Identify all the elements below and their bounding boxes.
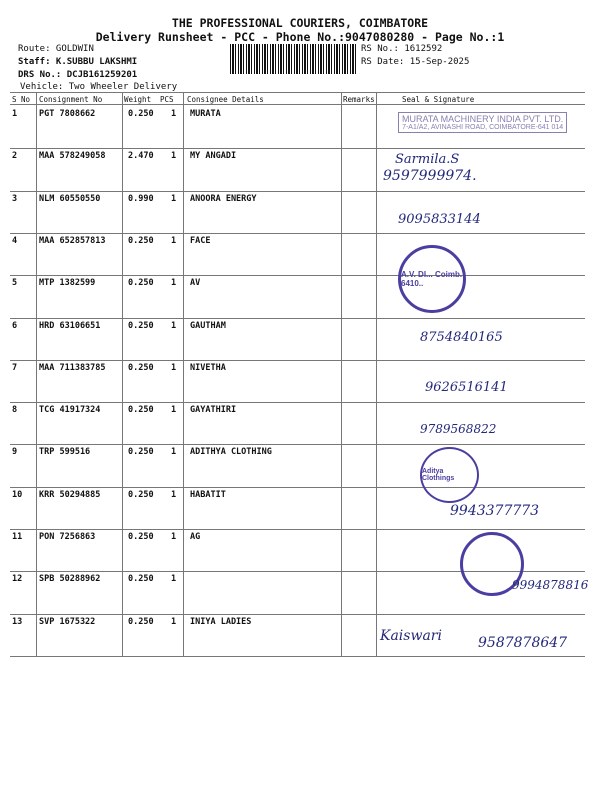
cell-name: HABATIT [190, 489, 226, 500]
row-divider [10, 529, 585, 530]
cell-cn: PGT 7808662 [39, 109, 96, 119]
cell-cn: MAA 711383785 [39, 362, 106, 373]
cell-pcs: 1 [171, 616, 177, 627]
cell-cn: MAA 578249058 [39, 151, 106, 162]
row-divider [10, 487, 585, 488]
stamp-line2: 7-A1/A2, AVINASHI ROAD, COIMBATORE-641 014 [402, 124, 564, 131]
col-seal: Seal & Signature [402, 95, 475, 104]
cell-wt: 0.250 [128, 447, 154, 458]
cell-pcs: 1 [171, 320, 177, 331]
route: Route: GOLDWIN [18, 44, 94, 54]
cell-cn: SVP 1675322 [39, 616, 96, 627]
cell-cn: KRR 50294885 [39, 489, 101, 500]
phone-handwritten: 9789568822 [420, 422, 497, 436]
cell-wt: 0.250 [128, 405, 154, 416]
cell-wt: 0.250 [128, 278, 154, 289]
column-divider [36, 92, 37, 656]
column-divider [341, 92, 342, 656]
cell-name: AV [190, 278, 201, 289]
cell-sno: 7 [12, 362, 18, 373]
cell-cn: NLM 60550550 [39, 193, 101, 204]
cell-pcs: 1 [171, 532, 177, 542]
cell-cn: TRP 599516 [39, 447, 91, 458]
cell-cn: MAA 652857813 [39, 235, 106, 246]
cell-pcs: 1 [171, 574, 177, 585]
cell-sno: 11 [12, 532, 23, 542]
cell-sno: 3 [12, 193, 18, 204]
header-bottom-line [10, 104, 585, 105]
cell-sno: 6 [12, 320, 18, 331]
cell-cn: PON 7256863 [39, 532, 96, 542]
cell-name: GAYATHIRI [190, 405, 237, 416]
row-divider [10, 275, 585, 276]
phone-handwritten: 9095833144 [398, 212, 481, 227]
cell-sno: 2 [12, 151, 18, 162]
cell-pcs: 1 [171, 151, 177, 162]
row-divider [10, 656, 585, 657]
seal-stamp: Aditya Clothings [420, 447, 479, 503]
vehicle: Vehicle: Two Wheeler Delivery [20, 82, 178, 92]
cell-name: INIYA LADIES [190, 616, 252, 627]
col-consignee: Consignee Details [187, 95, 264, 104]
cell-wt: 0.250 [128, 320, 154, 331]
column-divider [122, 92, 123, 656]
cell-cn: SPB 50288962 [39, 574, 101, 585]
cell-name: AG [190, 532, 201, 542]
cell-name: ADITHYA CLOTHING [190, 447, 272, 458]
cell-wt: 0.250 [128, 362, 154, 373]
col-sno: S No [12, 95, 31, 104]
cell-wt: 0.250 [128, 235, 154, 246]
runsheet-subtitle: Delivery Runsheet - PCC - Phone No.:9047080280 - Page No.:1 [95, 30, 505, 44]
row-divider [10, 318, 585, 319]
col-remarks: Remarks [343, 95, 375, 104]
row-divider [10, 402, 585, 403]
seal-stamp: A.V. DI... Coimb. 6410.. [398, 245, 466, 313]
cell-pcs: 1 [171, 193, 177, 204]
rs-date: RS Date: 15-Sep-2025 [361, 57, 470, 67]
col-consignment: Consignment No [39, 95, 103, 104]
cell-name: FACE [190, 235, 211, 246]
cell-name: MURATA [190, 109, 221, 119]
cell-sno: 4 [12, 235, 18, 246]
staff: Staff: K.SUBBU LAKSHMI [18, 57, 138, 67]
cell-pcs: 1 [171, 489, 177, 500]
row-divider [10, 614, 585, 615]
cell-cn: HRD 63106651 [39, 320, 101, 331]
row-divider [10, 191, 585, 192]
cell-cn: TCG 41917324 [39, 405, 101, 416]
cell-name: MY ANGADI [190, 151, 237, 162]
stamp-line1: MURATA MACHINERY INDIA PVT. LTD. [402, 114, 564, 124]
row-divider [10, 444, 585, 445]
cell-pcs: 1 [171, 447, 177, 458]
cell-wt: 0.250 [128, 109, 154, 119]
column-divider [376, 92, 377, 656]
phone-handwritten: 9994878816 [512, 578, 589, 592]
col-pcs: PCS [160, 95, 174, 104]
cell-pcs: 1 [171, 235, 177, 246]
cell-wt: 2.470 [128, 151, 154, 162]
rs-number: RS No.: 1612592 [361, 44, 443, 54]
cell-wt: 0.250 [128, 532, 154, 542]
cell-wt: 0.250 [128, 574, 154, 585]
cell-wt: 0.990 [128, 193, 154, 204]
cell-pcs: 1 [171, 278, 177, 289]
cell-pcs: 1 [171, 109, 177, 119]
barcode [230, 44, 358, 74]
cell-cn: MTP 1382599 [39, 278, 96, 289]
cell-pcs: 1 [171, 362, 177, 373]
cell-name: NIVETHA [190, 362, 226, 373]
row-divider [10, 233, 585, 234]
table-top-line [10, 92, 585, 93]
signature: Kaiswari [380, 628, 442, 644]
signature: Sarmila.S [395, 152, 460, 167]
cell-sno: 5 [12, 278, 18, 289]
company-stamp [398, 112, 567, 133]
row-divider [10, 148, 585, 149]
company-title: THE PROFESSIONAL COURIERS, COIMBATORE [171, 16, 429, 30]
cell-sno: 13 [12, 616, 23, 627]
cell-wt: 0.250 [128, 489, 154, 500]
phone-handwritten: 8754840165 [420, 330, 503, 345]
phone-handwritten: 9597999974. [383, 168, 477, 184]
cell-name: GAUTHAM [190, 320, 226, 331]
column-divider [183, 92, 184, 656]
phone-handwritten: 9587878647 [478, 635, 568, 651]
cell-sno: 1 [12, 109, 18, 119]
cell-sno: 8 [12, 405, 18, 416]
cell-sno: 10 [12, 489, 23, 500]
cell-sno: 12 [12, 574, 23, 585]
cell-wt: 0.250 [128, 616, 154, 627]
cell-sno: 9 [12, 447, 18, 458]
row-divider [10, 360, 585, 361]
cell-pcs: 1 [171, 405, 177, 416]
col-weight: Weight [124, 95, 152, 104]
phone-handwritten: 9943377773 [450, 503, 540, 519]
drs-number: DRS No.: DCJB161259201 [18, 70, 138, 80]
phone-handwritten: 9626516141 [425, 380, 508, 395]
cell-name: ANOORA ENERGY [190, 193, 257, 204]
